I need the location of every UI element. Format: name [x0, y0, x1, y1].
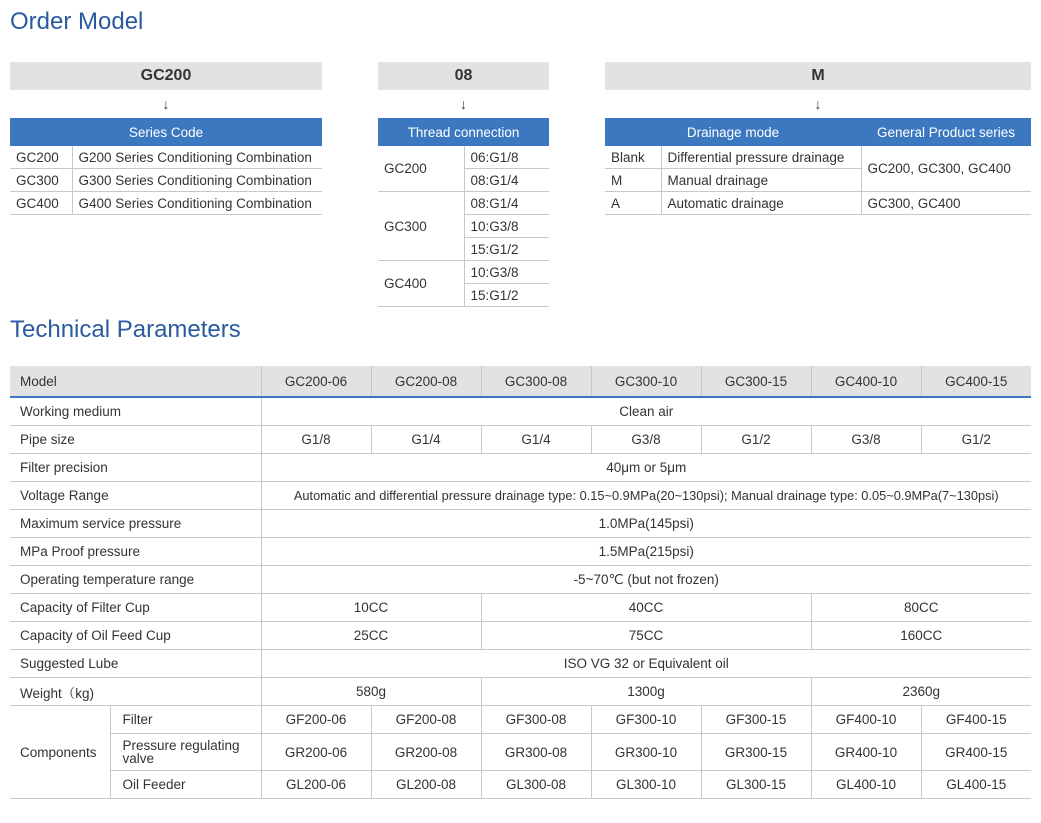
cell-value: GF200-06	[261, 706, 371, 734]
cell-value: GR400-15	[921, 734, 1031, 771]
arrow-down-icon: ↓	[460, 96, 467, 112]
thread-model: GC200	[378, 146, 464, 192]
model-col-header: GC400-10	[811, 366, 921, 397]
drain-series-header: General Product series	[861, 118, 1031, 146]
thread-option: 15:G1/2	[464, 238, 549, 261]
thread-option: 06:G1/8	[464, 146, 549, 169]
drain-desc: Differential pressure drainage	[661, 146, 861, 169]
table-row	[10, 426, 1031, 454]
table-row	[10, 169, 322, 192]
cell-value: GR200-08	[371, 734, 481, 771]
drain-desc: Manual drainage	[661, 169, 861, 192]
cell-value: G1/2	[921, 426, 1031, 454]
cell-value: 40CC	[481, 594, 811, 622]
series-code-table	[10, 118, 322, 215]
arrow-down-icon: ↓	[162, 96, 170, 112]
cell-value: GF400-10	[811, 706, 921, 734]
tech-params-table	[10, 366, 1031, 799]
table-row	[10, 622, 1031, 650]
thread-option: 15:G1/2	[464, 284, 549, 307]
drain-code: A	[605, 192, 661, 215]
row-label: Working medium	[10, 397, 261, 426]
table-row	[378, 192, 549, 215]
series-code: GC200	[10, 146, 72, 169]
drain-code: Blank	[605, 146, 661, 169]
row-value: 1.5MPa(215psi)	[261, 538, 1031, 566]
table-row	[10, 146, 322, 169]
table-row	[10, 706, 1031, 734]
thread-header: Thread connection	[378, 118, 549, 146]
row-value: 40μm or 5μm	[261, 454, 1031, 482]
cell-value: GL300-08	[481, 771, 591, 799]
cell-value: GL400-15	[921, 771, 1031, 799]
thread-code-value: 08	[378, 62, 549, 90]
table-row	[10, 397, 1031, 426]
row-value: 1.0MPa(145psi)	[261, 510, 1031, 538]
cell-value: 2360g	[811, 678, 1031, 706]
cell-value: GL200-06	[261, 771, 371, 799]
arrow-down-icon: ↓	[814, 96, 822, 112]
cell-value: GF300-08	[481, 706, 591, 734]
model-header: Model	[10, 366, 261, 397]
row-value: Automatic and differential pressure drainage type: 0.15~0.9MPa(20~130psi); Manual drainage type: 0.05~0.9MPa(7~130psi)	[261, 482, 1031, 510]
table-row	[605, 192, 1031, 215]
cell-value: G3/8	[591, 426, 701, 454]
table-row	[10, 538, 1031, 566]
components-label: Components	[10, 706, 110, 799]
drain-series: GC200, GC300, GC400	[861, 146, 1031, 192]
table-row	[10, 482, 1031, 510]
row-label: Capacity of Oil Feed Cup	[10, 622, 261, 650]
thread-table	[378, 118, 549, 307]
table-row	[605, 146, 1031, 169]
cell-value: GR400-10	[811, 734, 921, 771]
series-code-block	[10, 62, 322, 215]
cell-value: GR300-10	[591, 734, 701, 771]
row-label: Suggested Lube	[10, 650, 261, 678]
thread-option: 08:G1/4	[464, 169, 549, 192]
component-label: Filter	[110, 706, 261, 734]
thread-code-block	[378, 62, 549, 307]
row-value: Clean air	[261, 397, 1031, 426]
thread-option: 10:G3/8	[464, 215, 549, 238]
cell-value: GF300-10	[591, 706, 701, 734]
drain-code-value: M	[605, 62, 1031, 90]
drain-code: M	[605, 169, 661, 192]
drain-table	[605, 118, 1031, 215]
component-label: Oil Feeder	[110, 771, 261, 799]
model-col-header: GC400-15	[921, 366, 1031, 397]
model-col-header: GC200-06	[261, 366, 371, 397]
tech-params-title: Technical Parameters	[10, 316, 241, 343]
table-row	[378, 146, 549, 169]
cell-value: 1300g	[481, 678, 811, 706]
cell-value: GL200-08	[371, 771, 481, 799]
series-desc: G400 Series Conditioning Combination	[72, 192, 322, 215]
table-row	[10, 192, 322, 215]
model-col-header: GC300-10	[591, 366, 701, 397]
cell-value: GF400-15	[921, 706, 1031, 734]
table-header-row	[10, 366, 1031, 397]
model-col-header: GC300-08	[481, 366, 591, 397]
cell-value: G1/4	[481, 426, 591, 454]
row-label: Filter precision	[10, 454, 261, 482]
table-row	[10, 566, 1031, 594]
thread-option: 10:G3/8	[464, 261, 549, 284]
thread-model: GC300	[378, 192, 464, 261]
cell-value: 160CC	[811, 622, 1031, 650]
cell-value: G1/4	[371, 426, 481, 454]
row-value: -5~70℃ (but not frozen)	[261, 566, 1031, 594]
series-code: GC400	[10, 192, 72, 215]
model-col-header: GC300-15	[701, 366, 811, 397]
row-value: ISO VG 32 or Equivalent oil	[261, 650, 1031, 678]
cell-value: GF200-08	[371, 706, 481, 734]
cell-value: GL300-10	[591, 771, 701, 799]
cell-value: 25CC	[261, 622, 481, 650]
row-label: Maximum service pressure	[10, 510, 261, 538]
cell-value: GR300-15	[701, 734, 811, 771]
row-label: Voltage Range	[10, 482, 261, 510]
cell-value: GR200-06	[261, 734, 371, 771]
table-row	[10, 678, 1031, 706]
model-col-header: GC200-08	[371, 366, 481, 397]
cell-value: G3/8	[811, 426, 921, 454]
series-code: GC300	[10, 169, 72, 192]
cell-value: GL400-10	[811, 771, 921, 799]
table-row	[10, 771, 1031, 799]
cell-value: G1/2	[701, 426, 811, 454]
drain-series: GC300, GC400	[861, 192, 1031, 215]
order-model-title: Order Model	[10, 8, 144, 35]
cell-value: 10CC	[261, 594, 481, 622]
row-label: Pipe size	[10, 426, 261, 454]
component-label-text: Pressure regulating valve	[122, 738, 240, 766]
row-label: Operating temperature range	[10, 566, 261, 594]
row-label: MPa Proof pressure	[10, 538, 261, 566]
cell-value: 75CC	[481, 622, 811, 650]
cell-value: 80CC	[811, 594, 1031, 622]
cell-value: G1/8	[261, 426, 371, 454]
cell-value: GR300-08	[481, 734, 591, 771]
series-desc: G300 Series Conditioning Combination	[72, 169, 322, 192]
thread-option: 08:G1/4	[464, 192, 549, 215]
table-row	[10, 510, 1031, 538]
series-code-value: GC200	[10, 62, 322, 90]
table-row	[10, 594, 1031, 622]
cell-value: GL300-15	[701, 771, 811, 799]
thread-model: GC400	[378, 261, 464, 307]
table-row	[10, 734, 1031, 771]
table-row	[10, 650, 1031, 678]
series-desc: G200 Series Conditioning Combination	[72, 146, 322, 169]
cell-value: GF300-15	[701, 706, 811, 734]
series-code-header: Series Code	[10, 118, 322, 146]
drain-desc: Automatic drainage	[661, 192, 861, 215]
table-row	[378, 261, 549, 284]
drain-mode-header: Drainage mode	[605, 118, 861, 146]
row-label: Capacity of Filter Cup	[10, 594, 261, 622]
table-row	[10, 454, 1031, 482]
drain-code-block	[605, 62, 1031, 215]
component-label	[110, 734, 261, 771]
row-label: Weight（kg)	[10, 678, 261, 706]
cell-value: 580g	[261, 678, 481, 706]
